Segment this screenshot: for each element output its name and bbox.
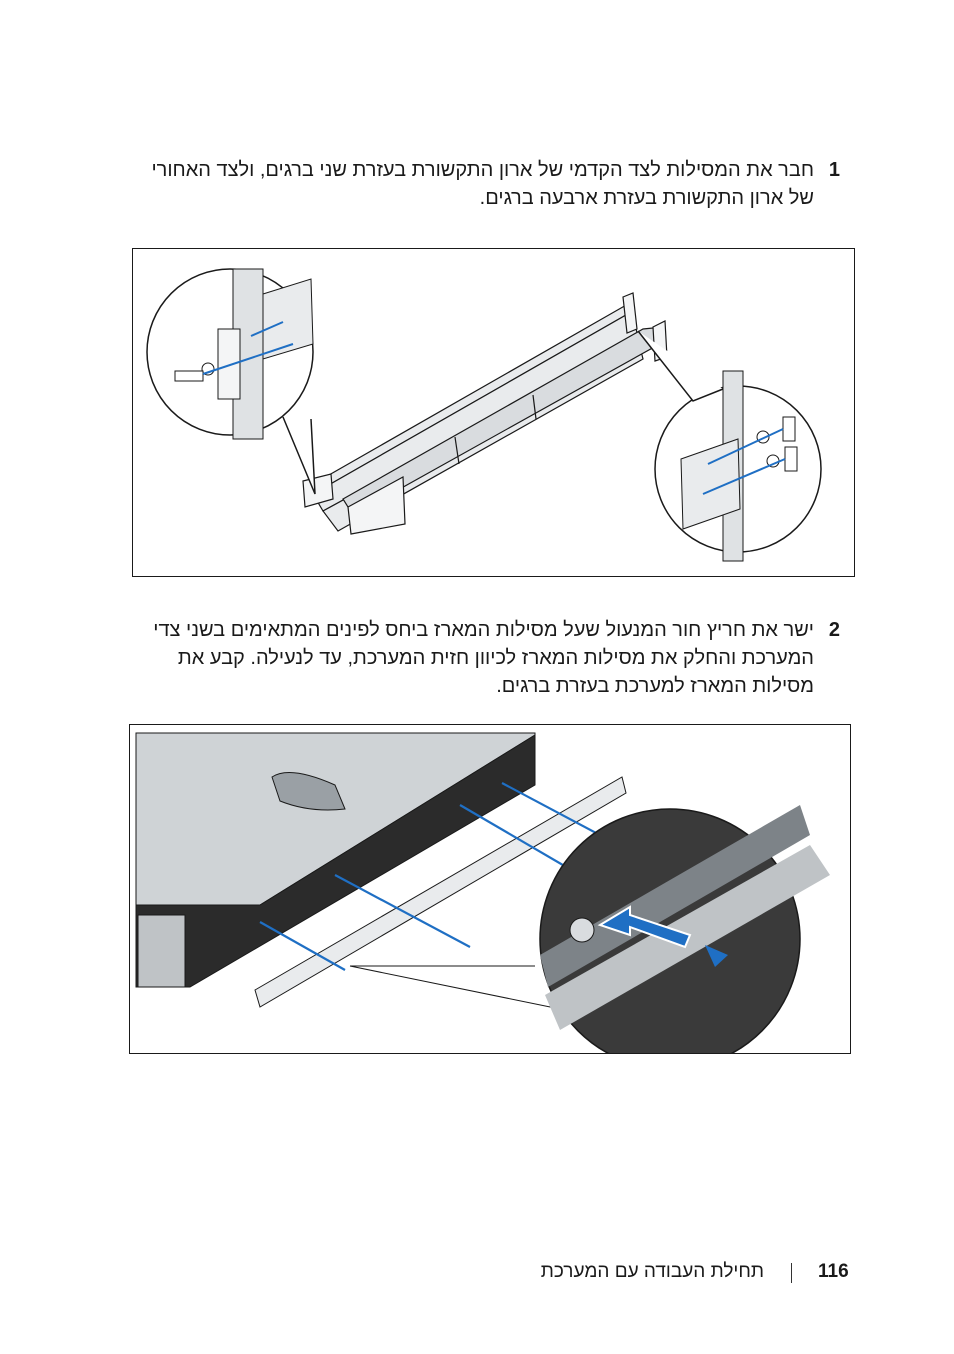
- rail-assembly: [303, 293, 667, 534]
- step-1-number: 1: [828, 159, 840, 181]
- chassis-rail-illustration: [130, 725, 850, 1053]
- step-2-text: ישר את חריץ חור המנעול שעל מסילות המארז ביחס לפינים המתאימים בשני צדי המערכת והחלק את מסילות המארז לכיוון חזית המערכת, עד לנעילה. קבע את מסילות המארז למערכת בעזרת ברגים.: [153, 619, 814, 697]
- rail-mounting-figure: [132, 248, 855, 577]
- step-1-text: חבר את המסילות לצד הקדמי של ארון התקשורת בעזרת שני ברגים, ולצד האחורי של ארון התקשורת בעזרת ארבעה ברגים.: [151, 159, 814, 209]
- footer-title: תחילת העבודה עם המערכת: [540, 1261, 764, 1282]
- footer-separator: [791, 1263, 792, 1283]
- chassis-rail-figure: [129, 724, 851, 1054]
- rail-mounting-illustration: [133, 249, 854, 576]
- step-2: [114, 616, 840, 700]
- page-number: 116: [818, 1261, 849, 1282]
- right-detail-magnifier: [638, 331, 821, 561]
- step-1: [124, 156, 840, 212]
- step-2-number: 2: [828, 619, 840, 641]
- left-detail-magnifier: [147, 269, 315, 494]
